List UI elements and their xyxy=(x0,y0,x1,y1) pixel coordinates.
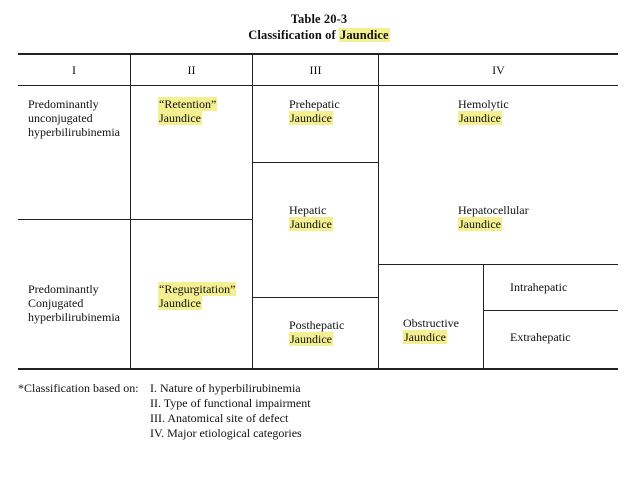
footnote-list xyxy=(150,381,311,441)
table-title-highlight: Jaundice xyxy=(339,28,389,42)
cell-hemolytic xyxy=(458,97,509,125)
table-bottom-rule xyxy=(18,368,618,370)
cell-hepatic xyxy=(289,203,333,231)
cell-line: Conjugated xyxy=(28,296,84,310)
cell-line: hyperbilirubinemia xyxy=(28,125,120,139)
cell-line: Predominantly xyxy=(28,282,99,296)
retention-label: “Retention” xyxy=(159,97,217,111)
header-col-iii: III xyxy=(309,63,322,77)
table-title xyxy=(0,28,638,43)
cell-extrahepatic: Extrahepatic xyxy=(510,330,571,344)
jaundice-highlight: Jaundice xyxy=(290,217,332,231)
cell-line: Hemolytic xyxy=(458,97,509,111)
cell-unconjugated xyxy=(28,97,120,139)
jaundice-highlight: Jaundice xyxy=(459,111,501,125)
col-divider-4-lower xyxy=(483,264,484,368)
cell-line: Hepatocellular xyxy=(458,203,529,217)
table-title-prefix: Classification of xyxy=(248,28,339,42)
cell-line: Posthepatic xyxy=(289,318,345,332)
row-divider-intra-extra xyxy=(483,310,618,311)
cell-line: Prehepatic xyxy=(289,97,340,111)
jaundice-highlight: Jaundice xyxy=(459,217,501,231)
header-col-i: I xyxy=(72,63,76,77)
footnote-lead: *Classification based on: xyxy=(18,381,139,395)
row-divider-hepatocellular xyxy=(378,264,618,265)
cell-retention-jaundice xyxy=(158,97,217,125)
table-top-rule xyxy=(18,53,618,55)
row-divider-hepatic xyxy=(252,297,378,298)
footnote-item: I. Nature of hyperbilirubinemia xyxy=(150,381,301,395)
cell-conjugated xyxy=(28,282,120,324)
jaundice-highlight: Jaundice xyxy=(159,111,201,125)
cell-prehepatic xyxy=(289,97,340,125)
cell-line: Predominantly xyxy=(28,97,99,111)
cell-hepatocellular xyxy=(458,203,529,231)
table-number: Table 20-3 xyxy=(290,12,348,26)
header-col-ii: II xyxy=(187,63,196,77)
header-bottom-rule xyxy=(18,85,618,86)
regurgitation-label: “Regurgitation” xyxy=(159,282,236,296)
cell-line: Obstructive xyxy=(403,316,459,330)
cell-intrahepatic: Intrahepatic xyxy=(510,280,568,294)
col-divider-2 xyxy=(252,55,253,368)
footnote-item: IV. Major etiological categories xyxy=(150,426,302,440)
cell-line: hyperbilirubinemia xyxy=(28,310,120,324)
row-divider-prehepatic xyxy=(252,162,378,163)
footnote-item: II. Type of functional impairment xyxy=(150,396,311,410)
jaundice-highlight: Jaundice xyxy=(290,111,332,125)
jaundice-highlight: Jaundice xyxy=(404,330,446,344)
jaundice-highlight: Jaundice xyxy=(159,296,201,310)
cell-regurgitation-jaundice xyxy=(158,282,236,310)
cell-line: Hepatic xyxy=(289,203,327,217)
cell-posthepatic xyxy=(289,318,344,346)
jaundice-highlight: Jaundice xyxy=(290,332,332,346)
col-divider-3 xyxy=(378,55,379,368)
col-divider-1 xyxy=(130,55,131,368)
cell-obstructive xyxy=(403,316,459,344)
header-col-iv: IV xyxy=(492,63,505,77)
footnote-item: III. Anatomical site of defect xyxy=(150,411,289,425)
cell-line: unconjugated xyxy=(28,111,93,125)
row-divider-col1-col2 xyxy=(18,219,252,220)
